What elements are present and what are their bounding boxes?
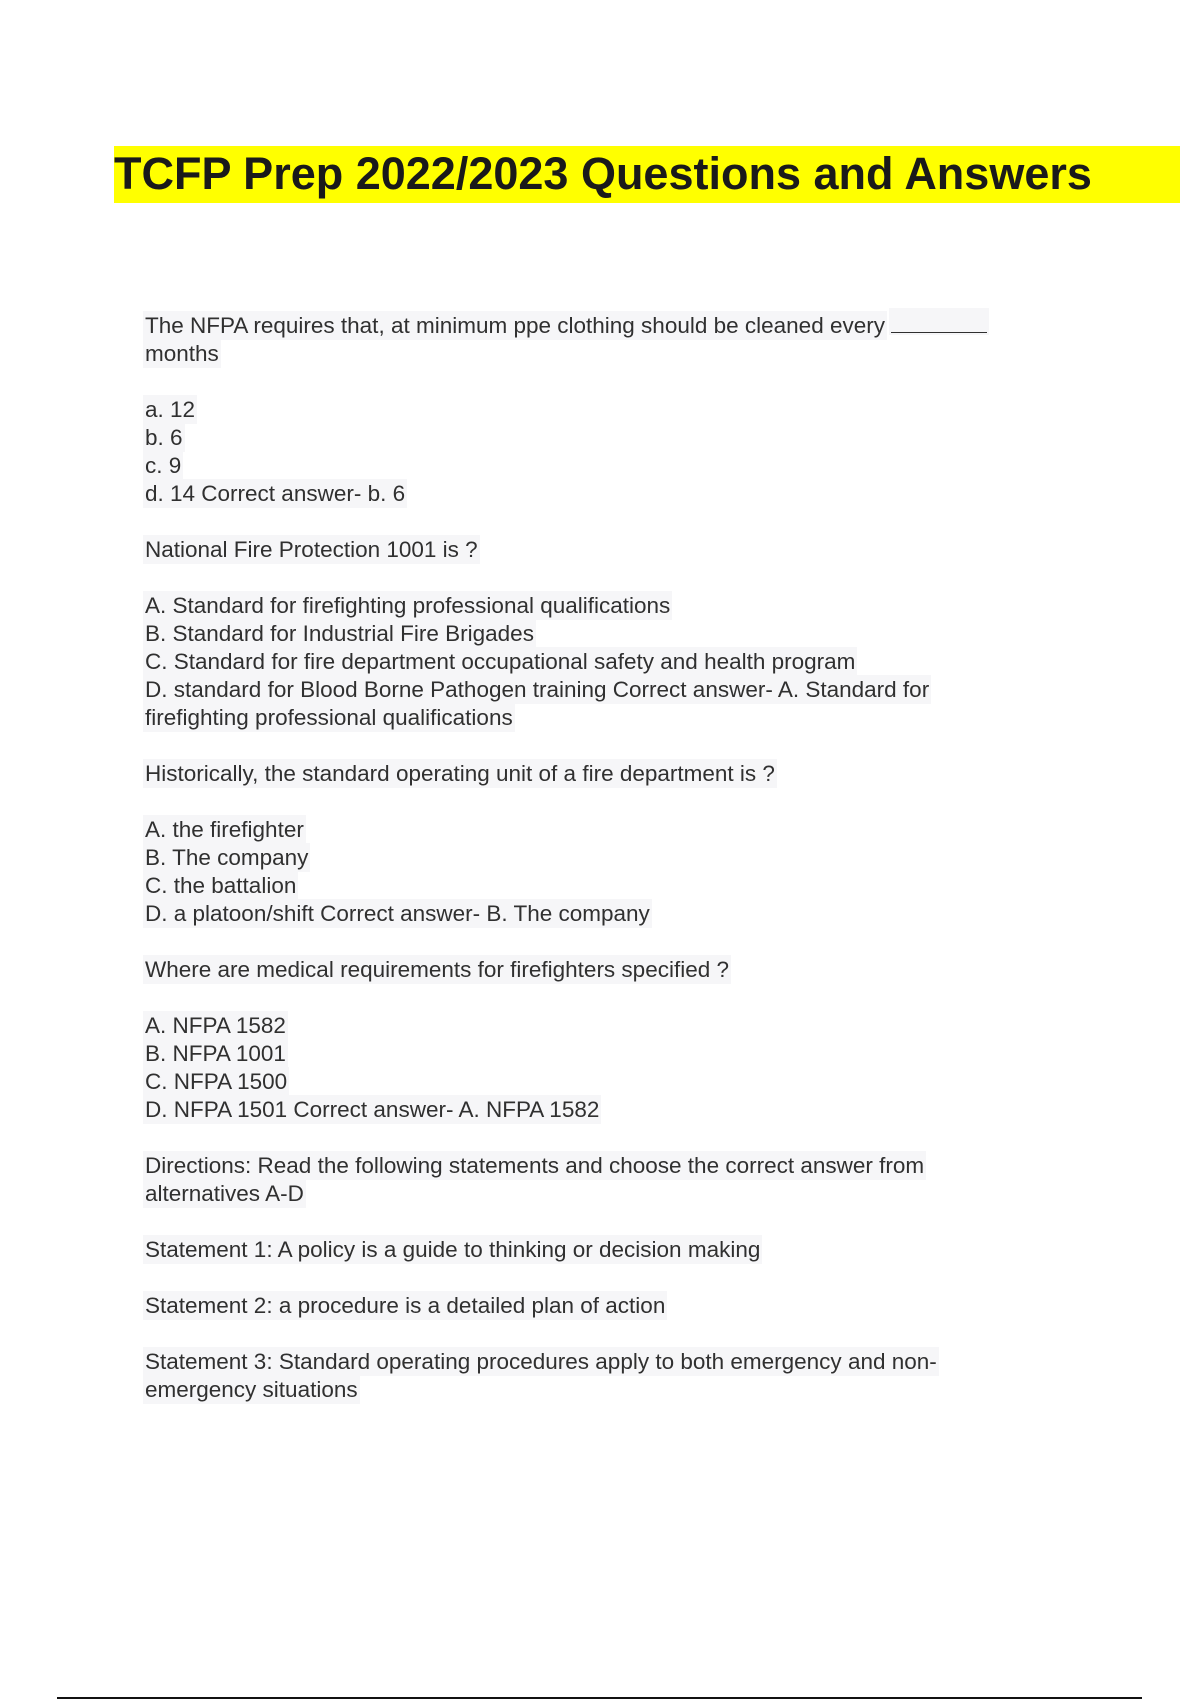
option-line: B. NFPA 1001 [145,1041,286,1066]
statement-2-text: Statement 2: a procedure is a detailed plan of action [145,1293,666,1318]
option-line: c. 9 [145,453,182,478]
option-line-answer-cont: firefighting professional qualifications [145,705,513,730]
option-line: B. The company [145,845,309,870]
question-1-prompt-line-2: months [145,341,219,366]
option-line-answer: D. NFPA 1501 Correct answer- A. NFPA 1582 [145,1097,600,1122]
option-line: A. Standard for firefighting professional qualifications [145,593,671,618]
option-line: B. Standard for Industrial Fire Brigades [145,621,534,646]
option-line: b. 6 [145,425,183,450]
question-1-prompt [145,310,1045,368]
answer-blank [891,310,987,333]
directions [145,1152,1045,1208]
question-4-prompt [145,956,1045,984]
statement-3 [145,1348,1045,1404]
directions-line-1: Directions: Read the following statements and choose the correct answer from [145,1153,925,1178]
question-2-options [145,592,1045,732]
option-line: A. the firefighter [145,817,304,842]
document-title: TCFP Prep 2022/2023 Questions and Answers [114,148,1092,199]
statement-3-line-2: emergency situations [145,1377,358,1402]
footer-divider [57,1697,1142,1699]
directions-line-2: alternatives A-D [145,1181,304,1206]
question-3-prompt [145,760,1045,788]
title-highlight [114,146,1180,203]
option-line-answer: D. a platoon/shift Correct answer- B. The company [145,901,650,926]
question-4-options [145,1012,1045,1124]
option-line: a. 12 [145,397,196,422]
option-line-answer: d. 14 Correct answer- b. 6 [145,481,406,506]
question-3-options [145,816,1045,928]
statement-1 [145,1236,1045,1264]
option-line-answer: D. standard for Blood Borne Pathogen training Correct answer- A. Standard for [145,677,930,702]
question-4-prompt-line-1: Where are medical requirements for firefighters specified ? [145,957,730,982]
question-1-prompt-line-1: The NFPA requires that, at minimum ppe clothing should be cleaned every [145,313,885,338]
document-body [145,310,1045,1432]
option-line: C. NFPA 1500 [145,1069,288,1094]
option-line: C. the battalion [145,873,297,898]
question-1-options [145,396,1045,508]
statement-1-text: Statement 1: A policy is a guide to thinking or decision making [145,1237,761,1262]
question-2-prompt-line-1: National Fire Protection 1001 is ? [145,537,478,562]
question-2-prompt [145,536,1045,564]
statement-2 [145,1292,1045,1320]
question-3-prompt-line-1: Historically, the standard operating unit of a fire department is ? [145,761,775,786]
statement-3-line-1: Statement 3: Standard operating procedures apply to both emergency and non- [145,1349,937,1374]
option-line: A. NFPA 1582 [145,1013,286,1038]
option-line: C. Standard for fire department occupational safety and health program [145,649,856,674]
